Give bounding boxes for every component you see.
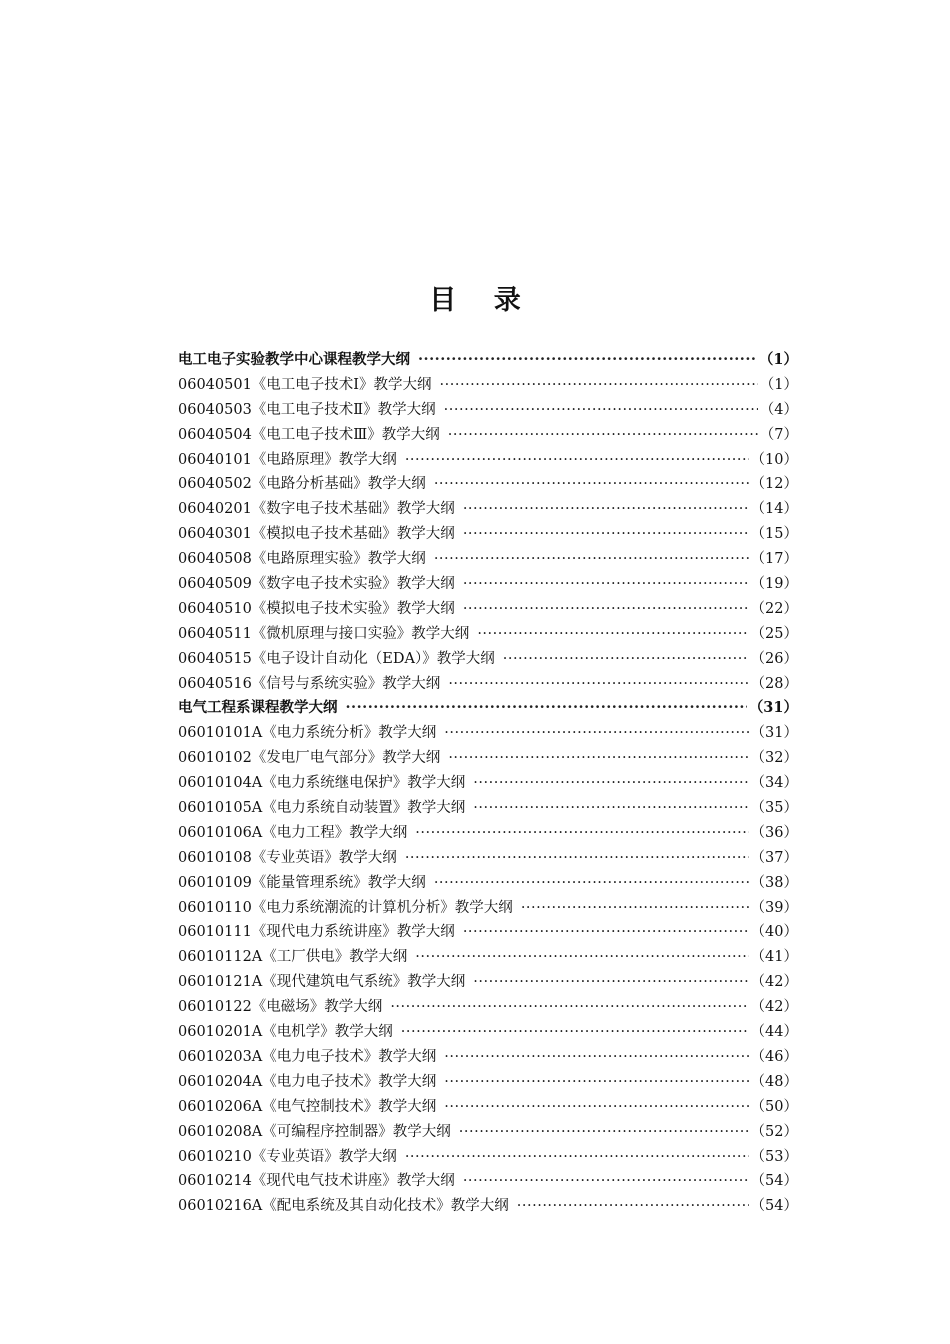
dot-leader [405, 846, 749, 871]
toc-page-number: （7） [759, 426, 798, 443]
toc-page-number: （54） [750, 1198, 798, 1215]
toc-entry[interactable] [178, 622, 798, 647]
dot-leader [448, 672, 748, 697]
toc-entry[interactable] [178, 672, 798, 697]
toc-page-number: （36） [750, 824, 798, 841]
dot-leader [444, 398, 758, 423]
toc-page-number: （37） [750, 849, 798, 866]
toc-entry[interactable] [178, 1145, 798, 1170]
dot-leader [418, 348, 757, 373]
toc-entry-label: 06040509《数字电子技术实验》教学大纲 [178, 576, 455, 593]
toc-entry[interactable] [178, 1070, 798, 1095]
toc-page-number: （19） [750, 576, 798, 593]
toc-entry[interactable] [178, 871, 798, 896]
toc-entry-label: 06010106A《电力工程》教学大纲 [178, 824, 408, 841]
toc-entry-label: 06040515《电子设计自动化（EDA）》教学大纲 [178, 650, 495, 667]
toc-page-number: （34） [750, 775, 798, 792]
toc-entry-label: 06010121A《现代建筑电气系统》教学大纲 [178, 974, 466, 991]
toc-entry-label: 06040508《电路原理实验》教学大纲 [178, 551, 426, 568]
toc-section-heading[interactable] [178, 696, 798, 721]
toc-page-number: （40） [750, 924, 798, 941]
dot-leader [473, 970, 748, 995]
dot-leader [463, 1169, 749, 1194]
dot-leader [401, 1020, 749, 1045]
toc-entry[interactable] [178, 373, 798, 398]
toc-entry-label: 电工电子实验教学中心课程教学大纲 [178, 351, 410, 368]
toc-entry-label: 06040502《电路分析基础》教学大纲 [178, 476, 426, 493]
dot-leader [473, 771, 748, 796]
toc-entry[interactable] [178, 398, 798, 423]
toc-page-number: （14） [750, 501, 798, 518]
toc-entry[interactable] [178, 846, 798, 871]
toc-page-number: （52） [750, 1123, 798, 1140]
dot-leader [434, 547, 749, 572]
toc-entry-label: 06010216A《配电系统及其自动化技术》教学大纲 [178, 1198, 509, 1215]
toc-page-number: （17） [750, 551, 798, 568]
dot-leader [517, 1194, 749, 1219]
toc-entry[interactable] [178, 995, 798, 1020]
toc-entry[interactable] [178, 547, 798, 572]
toc-entry-label: 06040504《电工电子技术Ⅲ》教学大纲 [178, 426, 440, 443]
toc-entry-label: 06010210《专业英语》教学大纲 [178, 1148, 397, 1165]
toc-entry-label: 06040511《微机原理与接口实验》教学大纲 [178, 625, 470, 642]
toc-page-number: （42） [750, 999, 798, 1016]
toc-entry-label: 06010101A《电力系统分析》教学大纲 [178, 725, 437, 742]
dot-leader [448, 746, 748, 771]
toc-entry[interactable] [178, 597, 798, 622]
toc-entry[interactable] [178, 896, 798, 921]
toc-entry-label: 06040501《电工电子技术Ⅰ》教学大纲 [178, 376, 432, 393]
toc-entry-label: 06010112A《工厂供电》教学大纲 [178, 949, 408, 966]
toc-page-number: （38） [750, 874, 798, 891]
toc-page-number: （48） [750, 1073, 798, 1090]
toc-section-heading[interactable] [178, 348, 798, 373]
toc-page-number: （10） [750, 451, 798, 468]
toc-entry[interactable] [178, 572, 798, 597]
dot-leader [463, 920, 749, 945]
toc-entry[interactable] [178, 920, 798, 945]
toc-title: 目 录 [429, 285, 535, 316]
dot-leader [415, 821, 748, 846]
dot-leader [405, 1145, 749, 1170]
toc-entry[interactable] [178, 1020, 798, 1045]
toc-entry-label: 06010122《电磁场》教学大纲 [178, 999, 383, 1016]
toc-page-number: （28） [750, 675, 798, 692]
dot-leader [440, 373, 758, 398]
toc-entry[interactable] [178, 1194, 798, 1219]
toc-entry-label: 06010204A《电力电子技术》教学大纲 [178, 1073, 437, 1090]
toc-page-number: （46） [750, 1048, 798, 1065]
toc-entry[interactable] [178, 423, 798, 448]
dot-leader [444, 1070, 748, 1095]
toc-entry-label: 06010104A《电力系统继电保护》教学大纲 [178, 775, 466, 792]
toc-page-number: （1） [759, 376, 798, 393]
toc-page-number: （54） [750, 1173, 798, 1190]
dot-leader [477, 622, 748, 647]
toc-entry-label: 06010102《发电厂电气部分》教学大纲 [178, 750, 441, 767]
toc-page-number: （31） [750, 725, 798, 742]
dot-leader [444, 1045, 748, 1070]
dot-leader [459, 1120, 749, 1145]
toc-entry-label: 06010214《现代电气技术讲座》教学大纲 [178, 1173, 455, 1190]
toc-entry-label: 06010203A《电力电子技术》教学大纲 [178, 1048, 437, 1065]
table-of-contents [178, 348, 798, 1219]
toc-page-number: （44） [750, 1024, 798, 1041]
toc-entry[interactable] [178, 1169, 798, 1194]
toc-entry[interactable] [178, 1120, 798, 1145]
toc-entry[interactable] [178, 796, 798, 821]
toc-entry[interactable] [178, 497, 798, 522]
toc-page-number: （42） [750, 974, 798, 991]
toc-page-number: （53） [750, 1148, 798, 1165]
dot-leader [434, 871, 749, 896]
toc-entry-label: 06010109《能量管理系统》教学大纲 [178, 874, 426, 891]
toc-entry[interactable] [178, 771, 798, 796]
dot-leader [444, 721, 748, 746]
toc-page-number: （4） [759, 401, 798, 418]
toc-entry-label: 06040201《数字电子技术基础》教学大纲 [178, 501, 455, 518]
toc-entry-label: 06010201A《电机学》教学大纲 [178, 1024, 393, 1041]
toc-page-number: （1） [758, 351, 798, 368]
dot-leader [463, 572, 749, 597]
dot-leader [415, 945, 748, 970]
toc-entry[interactable] [178, 448, 798, 473]
toc-page-number: （39） [750, 899, 798, 916]
toc-entry[interactable] [178, 821, 798, 846]
toc-entry-label: 06040510《模拟电子技术实验》教学大纲 [178, 600, 455, 617]
toc-entry-label: 电气工程系课程教学大纲 [178, 699, 338, 717]
toc-page-number: （31） [748, 699, 798, 717]
toc-entry-label: 06010111《现代电力系统讲座》教学大纲 [178, 924, 455, 941]
toc-entry-label: 06040516《信号与系统实验》教学大纲 [178, 675, 441, 692]
toc-page-number: （35） [750, 800, 798, 817]
dot-leader [521, 896, 749, 921]
toc-entry[interactable] [178, 647, 798, 672]
toc-entry[interactable] [178, 472, 798, 497]
dot-leader [346, 696, 747, 721]
toc-entry[interactable] [178, 1045, 798, 1070]
toc-page-number: （15） [750, 526, 798, 543]
dot-leader [390, 995, 748, 1020]
toc-entry-label: 06040101《电路原理》教学大纲 [178, 451, 397, 468]
dot-leader [434, 472, 749, 497]
dot-leader [463, 597, 749, 622]
toc-page-number: （22） [750, 600, 798, 617]
toc-entry[interactable] [178, 522, 798, 547]
toc-entry[interactable] [178, 746, 798, 771]
toc-entry[interactable] [178, 945, 798, 970]
toc-entry[interactable] [178, 721, 798, 746]
dot-leader [503, 647, 749, 672]
toc-entry-label: 06010208A《可编程序控制器》教学大纲 [178, 1123, 451, 1140]
dot-leader [444, 1095, 748, 1120]
toc-entry-label: 06010105A《电力系统自动装置》教学大纲 [178, 800, 466, 817]
toc-entry-label: 06010108《专业英语》教学大纲 [178, 849, 397, 866]
toc-entry-label: 06040301《模拟电子技术基础》教学大纲 [178, 526, 455, 543]
toc-page-number: （32） [750, 750, 798, 767]
toc-page-number: （25） [750, 625, 798, 642]
dot-leader [463, 522, 749, 547]
toc-page-number: （41） [750, 949, 798, 966]
toc-entry[interactable] [178, 1095, 798, 1120]
dot-leader [473, 796, 748, 821]
dot-leader [448, 423, 758, 448]
toc-page-number: （26） [750, 650, 798, 667]
dot-leader [463, 497, 749, 522]
toc-page-number: （12） [750, 476, 798, 493]
toc-entry-label: 06010206A《电气控制技术》教学大纲 [178, 1098, 437, 1115]
dot-leader [405, 448, 749, 473]
toc-entry-label: 06040503《电工电子技术Ⅱ》教学大纲 [178, 401, 436, 418]
toc-entry[interactable] [178, 970, 798, 995]
toc-page-number: （50） [750, 1098, 798, 1115]
toc-entry-label: 06010110《电力系统潮流的计算机分析》教学大纲 [178, 899, 513, 916]
